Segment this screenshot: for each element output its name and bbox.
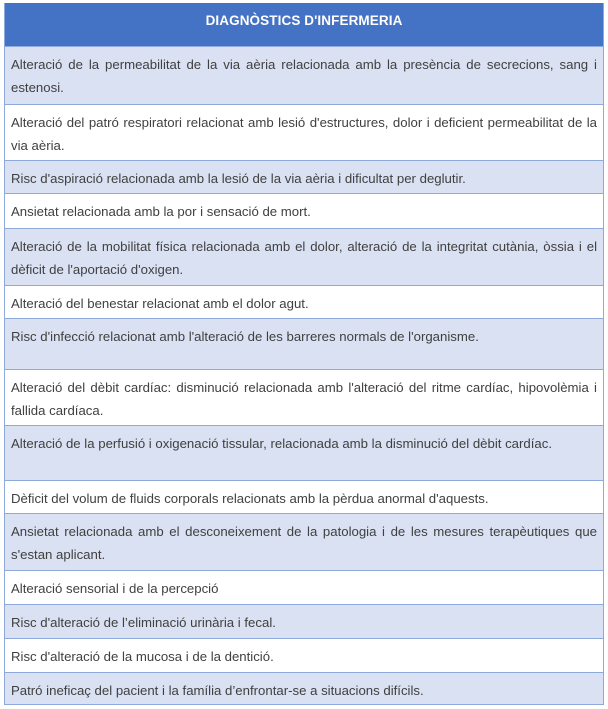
row-text: Dèficit del volum de fluids corporals relacionats amb la pèrdua anormal d'aquests. (11, 491, 489, 506)
row-text: Alteració del dèbit cardíac: disminució relacionada amb l'alteració del ritme cardíac, hipovolèmia i fallida cardíaca. (11, 380, 597, 418)
row-text: Risc d'alteració de la mucosa i de la dentició. (11, 649, 274, 664)
table-row (5, 104, 603, 160)
table-row (5, 46, 603, 104)
table-row (5, 228, 603, 285)
row-text: Alteració sensorial i de la percepció (11, 581, 219, 596)
table-row (5, 318, 603, 369)
row-text: Patró ineficaç del pacient i la família d’enfrontar-se a situacions difícils. (11, 683, 424, 698)
table-row (5, 193, 603, 228)
table-row (5, 513, 603, 570)
table-row (5, 425, 603, 480)
row-text: Risc d'infecció relacionat amb l'alteració de les barreres normals de l'organisme. (11, 329, 479, 344)
row-text: Alteració del benestar relacionat amb el dolor agut. (11, 296, 309, 311)
table-row (5, 480, 603, 513)
table-header (5, 3, 603, 46)
row-text: Ansietat relacionada amb el desconeixement de la patologia i de les mesures terapèutiques que s'estan aplicant. (11, 524, 597, 562)
table-title: DIAGNÒSTICS D'INFERMERIA (205, 13, 403, 28)
table-row (5, 285, 603, 318)
table-row (5, 369, 603, 425)
table-row (5, 638, 603, 672)
row-text: Risc d'aspiració relacionada amb la lesió de la via aèria i dificultat per deglutir. (11, 171, 466, 186)
row-text: Alteració de la mobilitat física relacionada amb el dolor, alteració de la integritat cutània, òssia i el dèficit de l'aportació d'oxigen. (11, 239, 597, 277)
row-text: Risc d'alteració de l’eliminació urinària i fecal. (11, 615, 276, 630)
row-text: Alteració de la permeabilitat de la via aèria relacionada amb la presència de secrecions, sang i estenosi. (11, 57, 597, 95)
table-row (5, 604, 603, 638)
row-text: Ansietat relacionada amb la por i sensació de mort. (11, 204, 311, 219)
table-row (5, 570, 603, 604)
nursing-diagnoses-table (4, 3, 604, 705)
table-row (5, 160, 603, 193)
row-text: Alteració de la perfusió i oxigenació tissular, relacionada amb la disminució del dèbit cardíac. (11, 436, 552, 451)
row-text: Alteració del patró respiratori relacionat amb lesió d'estructures, dolor i deficient permeabilitat de la via aèria. (11, 115, 597, 153)
table-row (5, 672, 603, 704)
